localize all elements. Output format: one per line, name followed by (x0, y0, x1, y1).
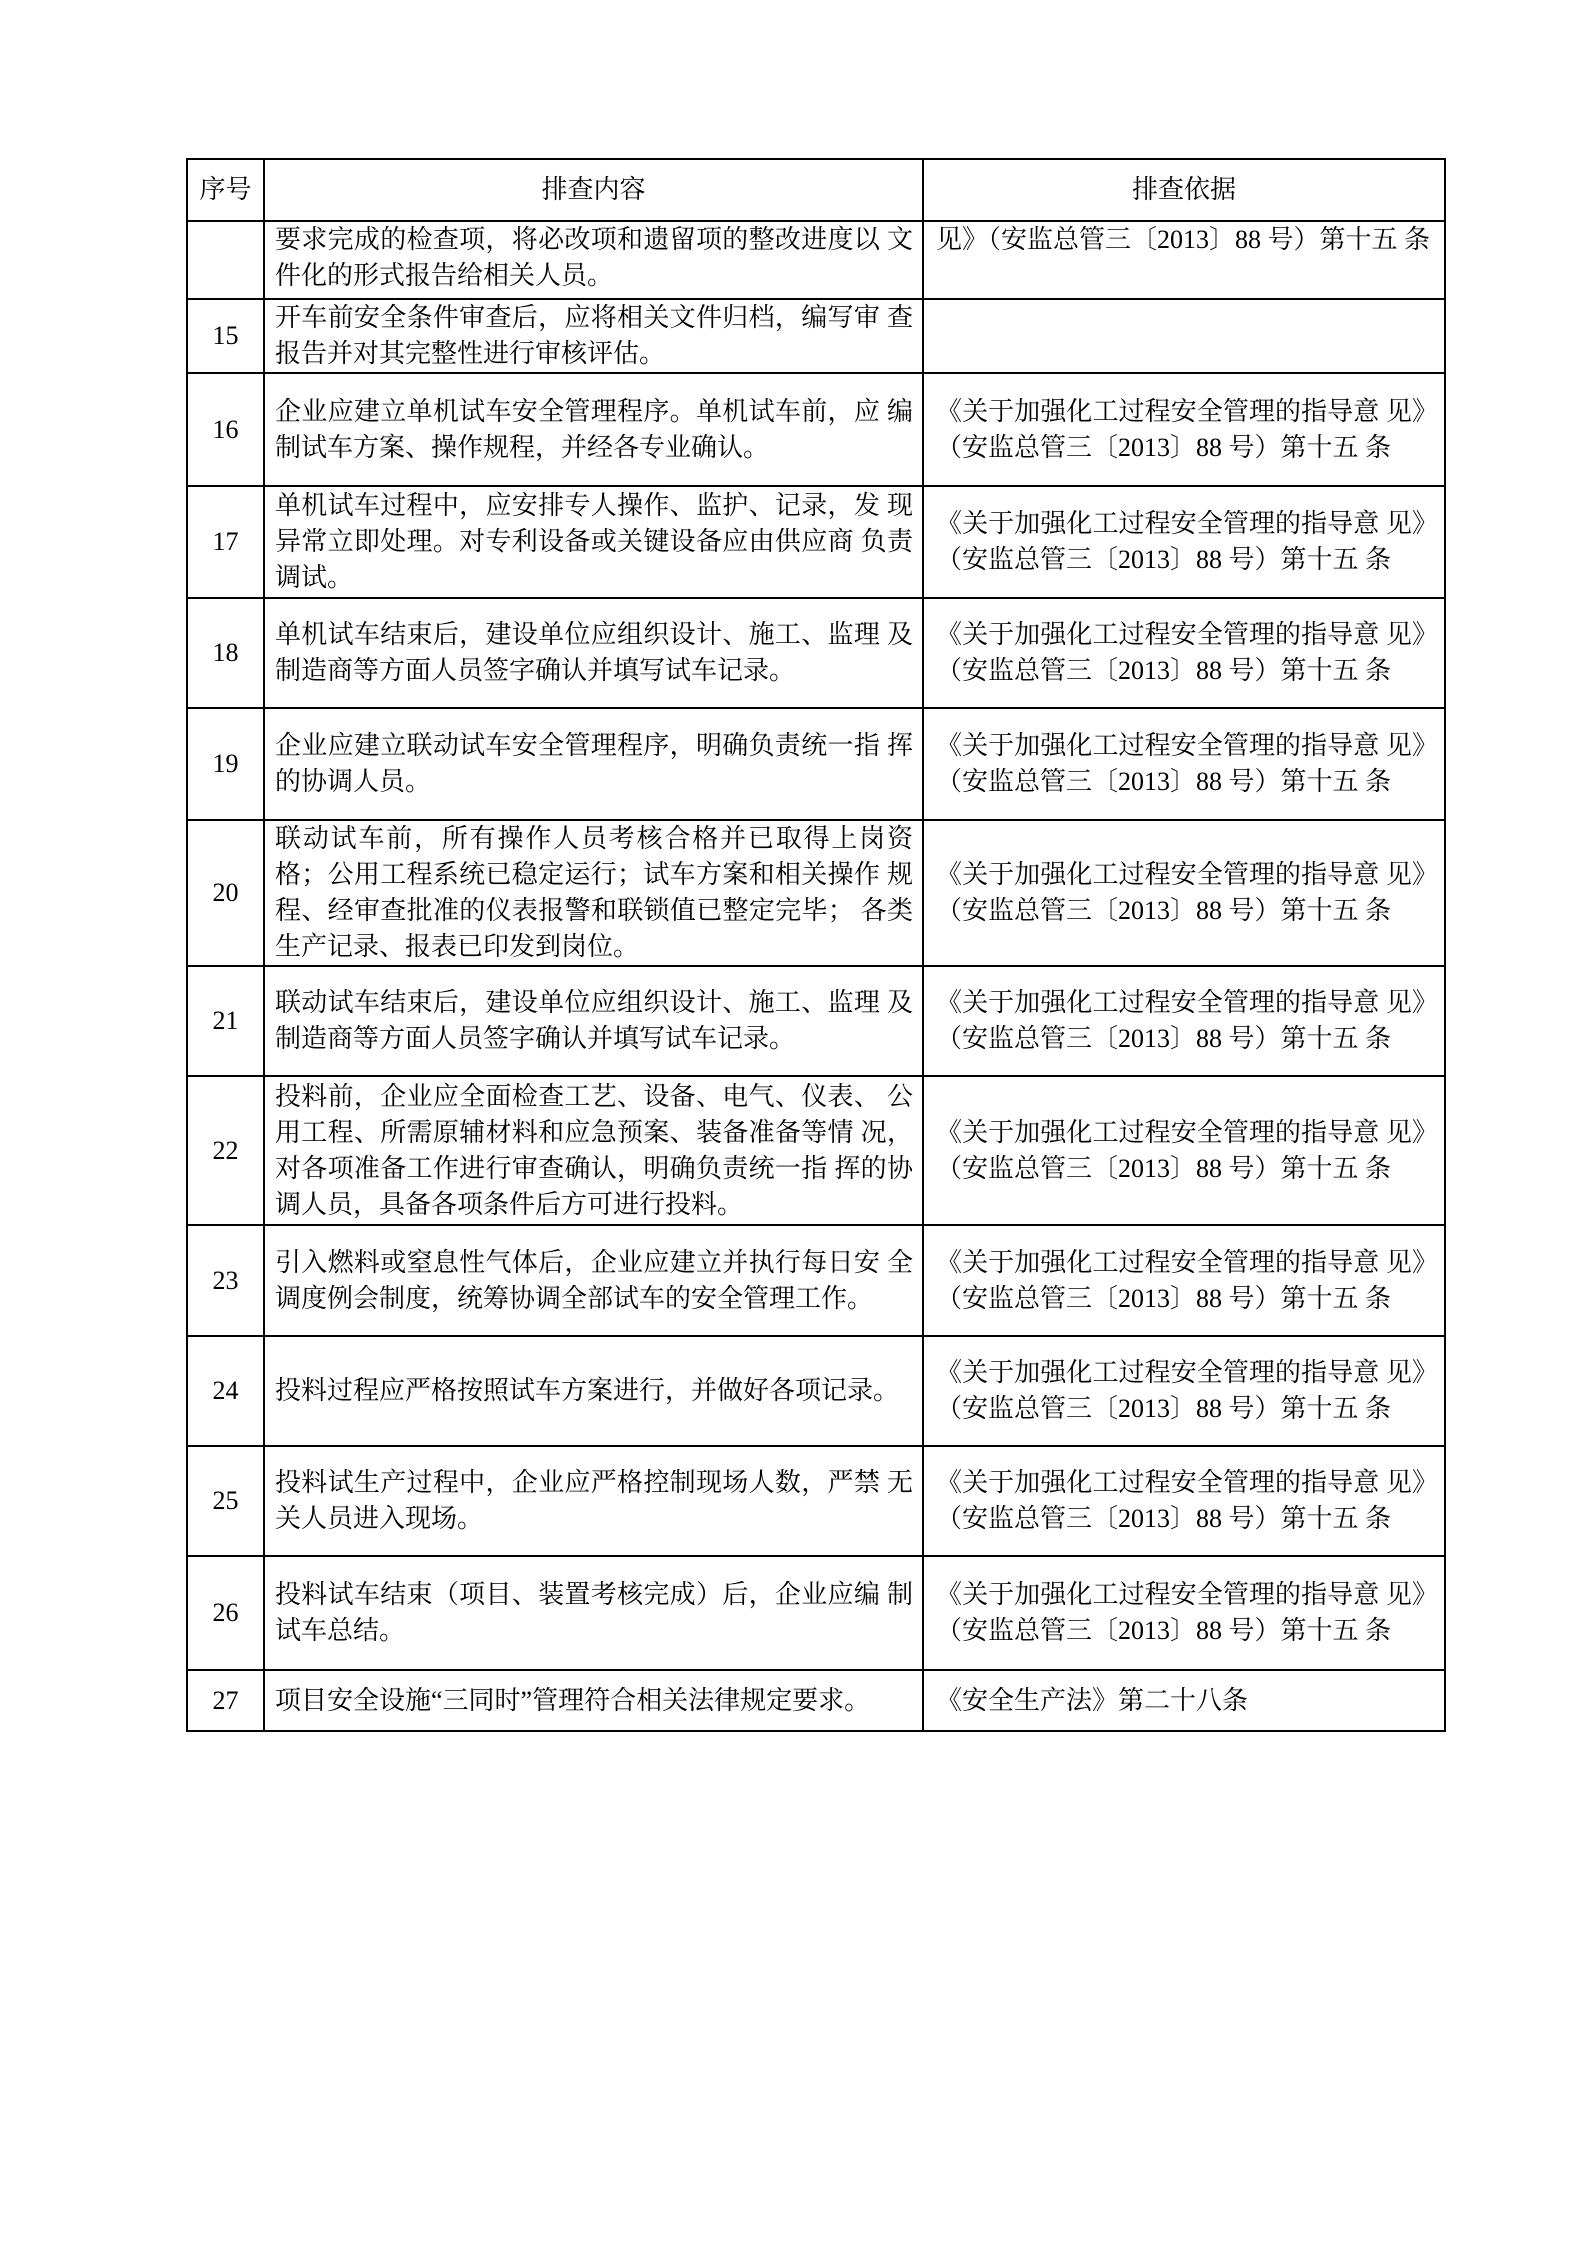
row-basis-cell: 《关于加强化工过程安全管理的指导意 见》（安监总管三〔2013〕88 号）第十五 条 (923, 1225, 1445, 1336)
row-number-cell: 15 (187, 299, 264, 373)
row-number-cell: 20 (187, 820, 264, 966)
table-row (187, 1556, 1445, 1670)
row-content-cell: 要求完成的检查项，将必改项和遗留项的整改进度以 文件化的形式报告给相关人员。 (264, 221, 923, 299)
row-content-cell: 单机试车结束后，建设单位应组织设计、施工、监理 及制造商等方面人员签字确认并填写试车记录。 (264, 598, 923, 708)
row-number-cell: 19 (187, 708, 264, 820)
row-content-cell: 联动试车结束后，建设单位应组织设计、施工、监理 及制造商等方面人员签字确认并填写试车记录。 (264, 966, 923, 1076)
row-number-cell: 16 (187, 373, 264, 486)
row-number-cell: 23 (187, 1225, 264, 1336)
table-row (187, 1076, 1445, 1225)
row-number-cell: 26 (187, 1556, 264, 1670)
row-number-cell: 22 (187, 1076, 264, 1225)
table-row (187, 1336, 1445, 1446)
row-number-cell: 25 (187, 1446, 264, 1556)
row-content-cell: 投料前，企业应全面检查工艺、设备、电气、仪表、 公用工程、所需原辅材料和应急预案、装备准备等情 况，对各项准备工作进行审查确认，明确负责统一指 挥的协调人员，具备各项条件后方可进行投料。 (264, 1076, 923, 1225)
row-number-cell: 21 (187, 966, 264, 1076)
table-row (187, 1225, 1445, 1336)
row-content-cell: 企业应建立联动试车安全管理程序，明确负责统一指 挥的协调人员。 (264, 708, 923, 820)
row-basis-cell: 《关于加强化工过程安全管理的指导意 见》（安监总管三〔2013〕88 号）第十五 条 (923, 1446, 1445, 1556)
table-header (187, 159, 1445, 221)
row-basis-cell: 《关于加强化工过程安全管理的指导意 见》（安监总管三〔2013〕88 号）第十五 条 (923, 708, 1445, 820)
table-header-row (187, 159, 1445, 221)
row-basis-cell: 见》（安监总管三〔2013〕88 号）第十五 条 (923, 221, 1445, 299)
row-content-cell: 投料试车结束（项目、装置考核完成）后，企业应编 制试车总结。 (264, 1556, 923, 1670)
table-row (187, 486, 1445, 598)
row-content-cell: 引入燃料或窒息性气体后，企业应建立并执行每日安 全调度例会制度，统筹协调全部试车的安全管理工作。 (264, 1225, 923, 1336)
table-row (187, 1670, 1445, 1731)
row-content-cell: 投料过程应严格按照试车方案进行，并做好各项记录。 (264, 1336, 923, 1446)
row-basis-cell: 《安全生产法》第二十八条 (923, 1670, 1445, 1731)
header-inspection-content: 排查内容 (264, 159, 923, 221)
row-basis-cell: 《关于加强化工过程安全管理的指导意 见》（安监总管三〔2013〕88 号）第十五 条 (923, 1556, 1445, 1670)
row-basis-cell: 《关于加强化工过程安全管理的指导意 见》（安监总管三〔2013〕88 号）第十五 条 (923, 598, 1445, 708)
table-row (187, 966, 1445, 1076)
row-content-cell: 投料试生产过程中，企业应严格控制现场人数，严禁 无关人员进入现场。 (264, 1446, 923, 1556)
row-basis-cell: 《关于加强化工过程安全管理的指导意 见》（安监总管三〔2013〕88 号）第十五 条 (923, 486, 1445, 598)
row-number-cell: 17 (187, 486, 264, 598)
row-content-cell: 项目安全设施“三同时”管理符合相关法律规定要求。 (264, 1670, 923, 1731)
row-number-cell: 24 (187, 1336, 264, 1446)
table-row (187, 708, 1445, 820)
row-number-cell: 18 (187, 598, 264, 708)
header-serial-number: 序号 (187, 159, 264, 221)
table-row (187, 373, 1445, 486)
row-content-cell: 联动试车前，所有操作人员考核合格并已取得上岗资 格；公用工程系统已稳定运行；试车方案和相关操作 规程、经审查批准的仪表报警和联锁值已整定完毕； 各类生产记录、报表已印发到岗位。 (264, 820, 923, 966)
table-row (187, 820, 1445, 966)
row-content-cell: 开车前安全条件审查后，应将相关文件归档，编写审 查报告并对其完整性进行审核评估。 (264, 299, 923, 373)
table-row (187, 598, 1445, 708)
header-inspection-basis: 排查依据 (923, 159, 1445, 221)
table-body (187, 221, 1445, 1731)
row-basis-cell (923, 299, 1445, 373)
table-row (187, 299, 1445, 373)
row-basis-cell: 《关于加强化工过程安全管理的指导意 见》（安监总管三〔2013〕88 号）第十五 条 (923, 820, 1445, 966)
inspection-checklist-table (186, 158, 1446, 1732)
row-number-cell: 27 (187, 1670, 264, 1731)
row-basis-cell: 《关于加强化工过程安全管理的指导意 见》（安监总管三〔2013〕88 号）第十五 条 (923, 1076, 1445, 1225)
row-basis-cell: 《关于加强化工过程安全管理的指导意 见》（安监总管三〔2013〕88 号）第十五 条 (923, 966, 1445, 1076)
table-row (187, 221, 1445, 299)
row-number-cell (187, 221, 264, 299)
row-basis-cell: 《关于加强化工过程安全管理的指导意 见》（安监总管三〔2013〕88 号）第十五 条 (923, 1336, 1445, 1446)
row-basis-cell: 《关于加强化工过程安全管理的指导意 见》（安监总管三〔2013〕88 号）第十五 条 (923, 373, 1445, 486)
row-content-cell: 企业应建立单机试车安全管理程序。单机试车前，应 编制试车方案、操作规程，并经各专业确认。 (264, 373, 923, 486)
table-row (187, 1446, 1445, 1556)
row-content-cell: 单机试车过程中，应安排专人操作、监护、记录，发 现异常立即处理。对专利设备或关键设备应由供应商 负责调试。 (264, 486, 923, 598)
